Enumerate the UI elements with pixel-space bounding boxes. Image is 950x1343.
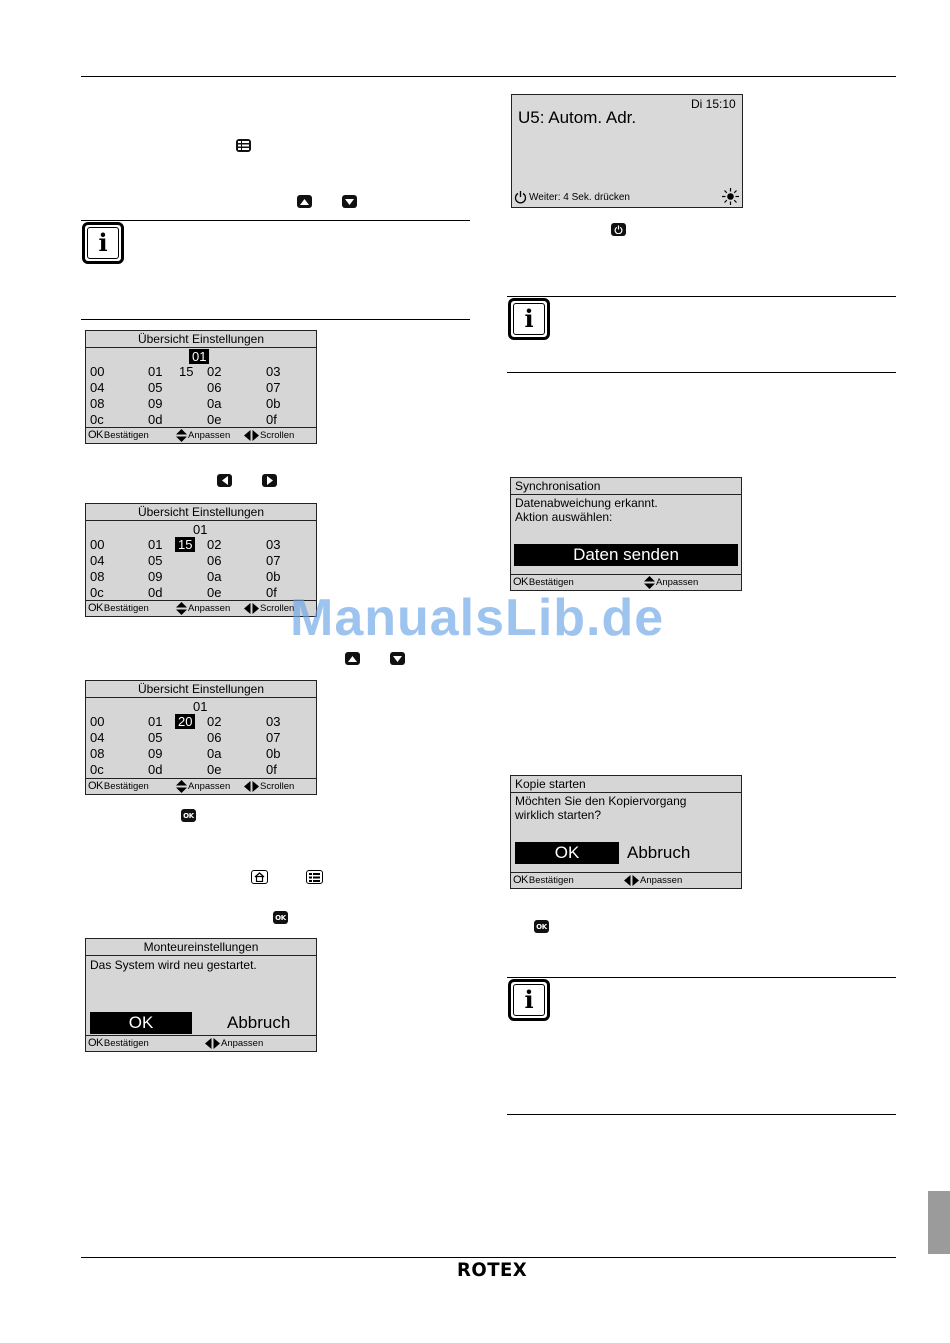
bottom-rule	[81, 1257, 896, 1258]
cell: 0f	[266, 585, 277, 600]
cell: 0b	[266, 396, 281, 411]
cell-value-selected: 15	[175, 537, 195, 552]
cell: 0c	[90, 585, 104, 600]
right-key-icon	[262, 474, 277, 487]
restart-message: Das System wird neu gestartet.	[90, 958, 257, 972]
cell: 0e	[207, 585, 222, 600]
adjust-label: Anpassen	[221, 1038, 264, 1049]
copy-question-line1: Möchten Sie den Kopiervorgang	[515, 794, 687, 808]
cell: 02	[207, 714, 222, 729]
cell: 0a	[207, 569, 222, 584]
ok-key-icon: OK	[181, 809, 196, 822]
synchronisation-screen	[510, 477, 742, 591]
info-rule-top	[507, 296, 896, 297]
cell: 03	[266, 537, 281, 552]
info-rule-top	[507, 977, 896, 978]
adjust-label: Anpassen	[656, 577, 699, 588]
confirm-label: Bestätigen	[103, 430, 149, 441]
cell: 06	[207, 380, 222, 395]
ok-label: OK	[513, 874, 528, 886]
choose-action-message: Aktion auswählen:	[515, 510, 613, 524]
scroll-label: Scrollen	[260, 430, 295, 441]
rotex-logo: ROTEX	[457, 1259, 528, 1281]
info-rule-top	[81, 220, 470, 221]
ok-option: OK	[90, 1012, 192, 1034]
scroll-label: Scrollen	[260, 781, 295, 792]
sun-icon	[722, 188, 739, 205]
confirm-label: Bestätigen	[528, 875, 574, 886]
cell: 0e	[207, 412, 222, 427]
cell: 00	[90, 714, 105, 729]
screen-title: Synchronisation	[511, 478, 741, 495]
screen-title: Übersicht Einstellungen	[86, 681, 316, 698]
info-icon: i	[82, 222, 124, 264]
cell: 01	[148, 364, 163, 379]
adjust-label: Anpassen	[188, 781, 231, 792]
copy-question-line2: wirklich starten?	[515, 808, 602, 822]
menu-key-icon	[306, 870, 323, 884]
overview-screen-3	[85, 680, 317, 795]
left-right-icon	[244, 603, 259, 614]
scroll-label: Scrollen	[260, 603, 295, 614]
cell: 0b	[266, 746, 281, 761]
cell: 06	[207, 553, 222, 568]
up-down-icon	[176, 780, 187, 793]
cell: 07	[266, 553, 281, 568]
cell: 03	[266, 714, 281, 729]
cell: 0d	[148, 762, 163, 777]
installer-settings-screen	[85, 938, 317, 1052]
clock: Di 15:10	[691, 97, 736, 111]
cell: 0d	[148, 585, 163, 600]
cell: 01	[148, 537, 163, 552]
up-down-icon	[176, 602, 187, 615]
ok-label: OK	[88, 602, 103, 614]
cancel-option: Abbruch	[627, 843, 691, 862]
side-tab	[928, 1191, 950, 1254]
ok-label: OK	[88, 429, 103, 441]
copy-start-screen	[510, 775, 742, 889]
ok-key-icon: OK	[534, 920, 549, 933]
power-icon	[514, 190, 527, 204]
watermark: ManualsLib.de	[290, 589, 665, 647]
cell: 05	[148, 380, 163, 395]
auto-address-screen	[511, 94, 743, 208]
ok-key-icon: OK	[273, 911, 288, 924]
ok-label: OK	[513, 576, 528, 588]
screen-footer	[86, 778, 316, 794]
info-icon: i	[508, 298, 550, 340]
left-key-icon	[217, 474, 232, 487]
power-key-icon	[611, 223, 626, 236]
info-rule-bottom	[81, 319, 470, 320]
cell: 0f	[266, 762, 277, 777]
info-icon: i	[508, 979, 550, 1021]
cancel-option: Abbruch	[227, 1013, 291, 1032]
down-key-icon	[342, 195, 357, 208]
cell: 08	[90, 746, 105, 761]
cell: 0c	[90, 412, 104, 427]
cell: 0c	[90, 762, 104, 777]
confirm-label: Bestätigen	[103, 781, 149, 792]
top-value: 01	[193, 699, 208, 714]
deviation-message: Datenabweichung erkannt.	[515, 496, 658, 510]
ok-option: OK	[515, 842, 619, 864]
cell: 0f	[266, 412, 277, 427]
up-key-icon	[297, 195, 312, 208]
cell: 07	[266, 730, 281, 745]
cell: 04	[90, 730, 105, 745]
confirm-label: Bestätigen	[528, 577, 574, 588]
send-data-option: Daten senden	[514, 544, 738, 566]
cell: 0e	[207, 762, 222, 777]
cell-value-selected: 20	[175, 714, 195, 729]
left-right-icon	[244, 781, 259, 792]
cell: 0a	[207, 746, 222, 761]
cell-value: 15	[179, 364, 194, 379]
menu-key-icon	[236, 139, 251, 152]
confirm-label: Bestätigen	[103, 603, 149, 614]
ok-label: OK	[88, 1037, 103, 1049]
up-down-icon	[176, 429, 187, 442]
top-value: 01	[193, 522, 208, 537]
screen-footer	[86, 600, 316, 616]
adjust-label: Anpassen	[188, 430, 231, 441]
up-key-icon	[345, 652, 360, 665]
cell: 07	[266, 380, 281, 395]
ok-label: OK	[88, 780, 103, 792]
cell: 08	[90, 569, 105, 584]
adjust-label: Anpassen	[188, 603, 231, 614]
info-rule-bottom	[507, 372, 896, 373]
cell: 08	[90, 396, 105, 411]
cell: 09	[148, 746, 163, 761]
cell: 00	[90, 364, 105, 379]
cell: 0b	[266, 569, 281, 584]
screen-footer	[511, 872, 741, 888]
cell: 03	[266, 364, 281, 379]
confirm-label: Bestätigen	[103, 1038, 149, 1049]
cell: 06	[207, 730, 222, 745]
screen-footer	[86, 1035, 316, 1051]
hold-instruction: Weiter: 4 Sek. drücken	[529, 192, 630, 203]
down-key-icon	[390, 652, 405, 665]
top-rule	[81, 76, 896, 77]
info-rule-bottom	[507, 1114, 896, 1115]
cell: 02	[207, 364, 222, 379]
cell: 09	[148, 569, 163, 584]
overview-screen-2	[85, 503, 317, 617]
cell: 00	[90, 537, 105, 552]
cell: 05	[148, 553, 163, 568]
overview-screen-1	[85, 330, 317, 444]
screen-title: Übersicht Einstellungen	[86, 504, 316, 521]
cell: 09	[148, 396, 163, 411]
cell: 05	[148, 730, 163, 745]
screen-title: U5: Autom. Adr.	[518, 108, 637, 127]
cell: 02	[207, 537, 222, 552]
cell: 01	[148, 714, 163, 729]
home-key-icon	[251, 870, 268, 884]
left-right-icon	[205, 1038, 220, 1049]
cell: 0d	[148, 412, 163, 427]
cell: 04	[90, 380, 105, 395]
screen-title: Kopie starten	[511, 776, 741, 793]
screen-title: Übersicht Einstellungen	[86, 331, 316, 348]
top-value: 01	[189, 349, 209, 364]
cell: 0a	[207, 396, 222, 411]
screen-footer	[86, 427, 316, 443]
left-right-icon	[244, 430, 259, 441]
adjust-label: Anpassen	[640, 875, 683, 886]
left-right-icon	[624, 875, 639, 886]
cell: 04	[90, 553, 105, 568]
screen-title: Monteureinstellungen	[86, 939, 316, 956]
